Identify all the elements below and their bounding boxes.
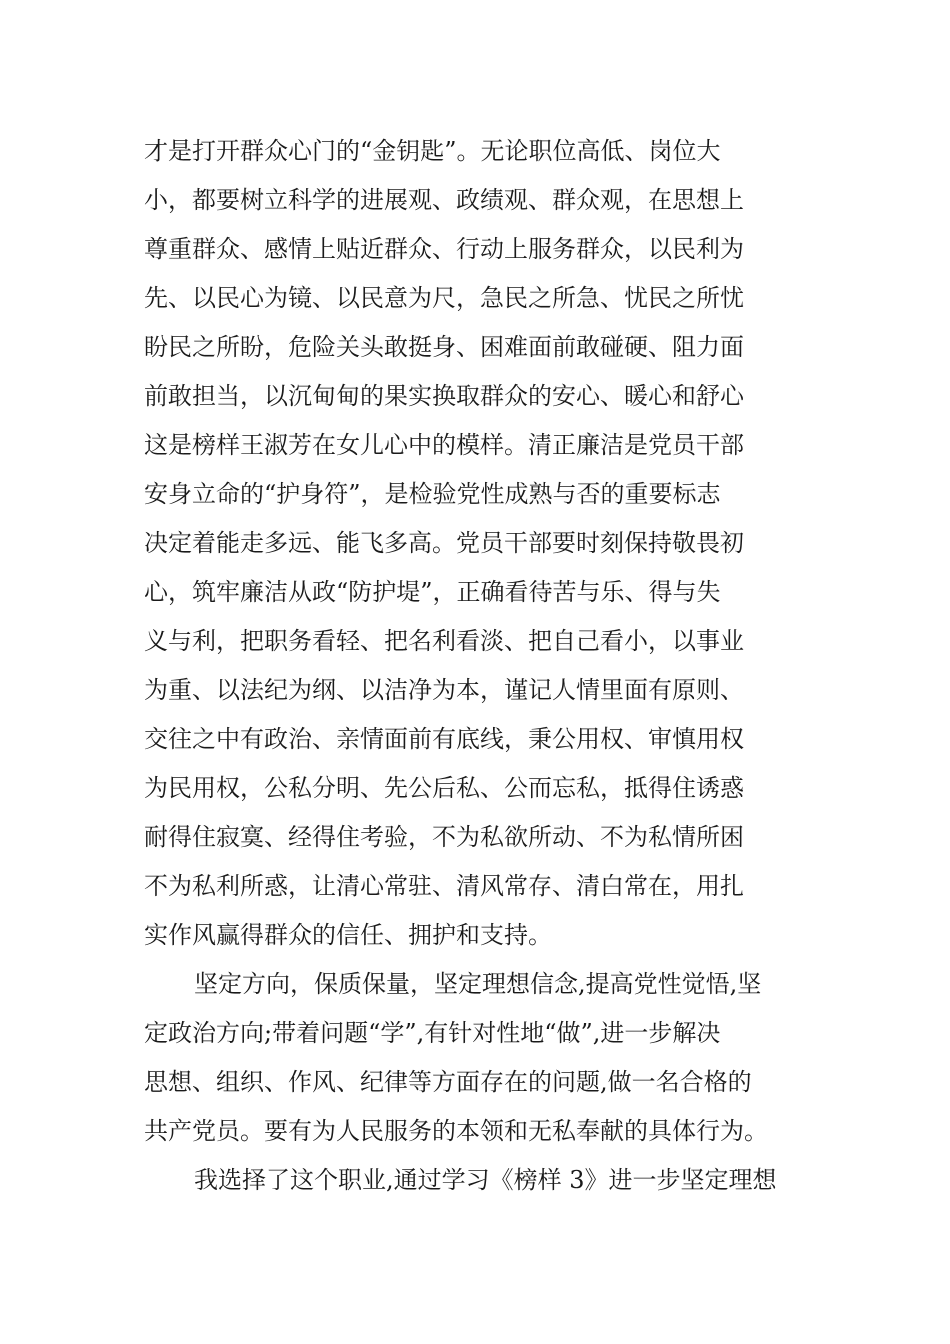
- paragraph-1-line: 安身立命的“护身符”，是检验党性成熟与否的重要标志: [144, 480, 721, 508]
- paragraph-1-line: 为重、以法纪为纲、以洁净为本，谨记人情里面有原则、: [144, 676, 744, 704]
- paragraph-2-line: 坚定方向，保质保量，坚定理想信念,提高党性觉悟,坚: [194, 970, 762, 998]
- paragraph-1-line: 这是榜样王淑芳在女儿心中的模样。清正廉洁是党员干部: [144, 431, 744, 459]
- paragraph-1-line: 决定着能走多远、能飞多高。党员干部要时刻保持敬畏初: [144, 529, 744, 557]
- paragraph-1-line: 小，都要树立科学的进展观、政绩观、群众观，在思想上: [144, 186, 744, 214]
- paragraph-2-line: 思想、组织、作风、纪律等方面存在的问题,做一名合格的: [144, 1068, 752, 1096]
- paragraph-2-line: 定政治方向;带着问题“学”,有针对性地“做”,进一步解决: [144, 1019, 721, 1047]
- paragraph-1-line: 为民用权，公私分明、先公后私、公而忘私，抵得住诱惑: [144, 774, 744, 802]
- paragraph-1-line: 实作风赢得群众的信任、拥护和支持。: [144, 921, 552, 949]
- paragraph-1-line: 交往之中有政治、亲情面前有底线，秉公用权、审慎用权: [144, 725, 744, 753]
- paragraph-1-line: 先、以民心为镜、以民意为尺，急民之所急、忧民之所忧: [144, 284, 744, 312]
- paragraph-1-line: 不为私利所惑，让清心常驻、清风常存、清白常在，用扎: [144, 872, 744, 900]
- paragraph-1-line: 耐得住寂寞、经得住考验，不为私欲所动、不为私情所困: [144, 823, 744, 851]
- paragraph-1-line: 前敢担当，以沉甸甸的果实换取群众的安心、暖心和舒心: [144, 382, 744, 410]
- paragraph-1-line: 义与利，把职务看轻、把名利看淡、把自己看小，以事业: [144, 627, 744, 655]
- paragraph-1-line: 才是打开群众心门的“金钥匙”。无论职位高低、岗位大: [144, 137, 721, 165]
- paragraph-1-line: 尊重群众、感情上贴近群众、行动上服务群众，以民利为: [144, 235, 744, 263]
- paragraph-1-line: 心，筑牢廉洁从政“防护堤”，正确看待苦与乐、得与失: [144, 578, 721, 606]
- paragraph-1-line: 盼民之所盼，危险关头敢挺身、困难面前敢碰硬、阻力面: [144, 333, 744, 361]
- paragraph-2-line: 共产党员。要有为人民服务的本领和无私奉献的具体行为。: [144, 1117, 768, 1145]
- body-text: [144, 127, 814, 1205]
- paragraph-3-line: 我选择了这个职业,通过学习《榜样 3》进一步坚定理想: [194, 1166, 777, 1194]
